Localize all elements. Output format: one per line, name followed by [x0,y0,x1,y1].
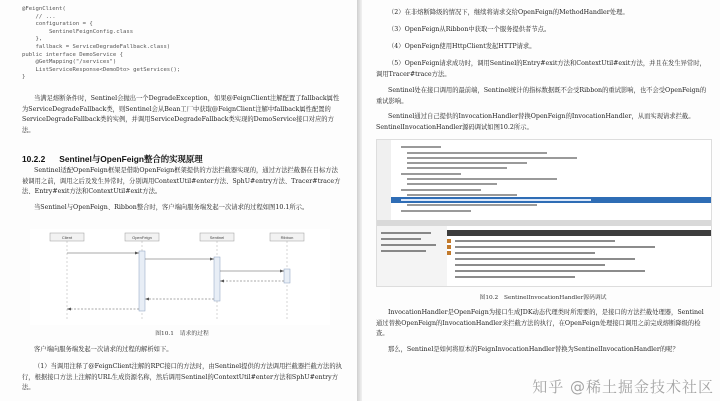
lane-label-ribbon: Ribbon [280,235,294,240]
code-block [22,6,344,82]
code-line: } [22,74,26,81]
left-paragraph-1: 当满足熔断条件时，Sentinel会抛出一个DegradeException，如果@FeignClient注解配置了fallback属性为ServiceDegradeFallback类，则Sentinel会从Bean工厂中获取@FeignClient注解中fallback属性配置的ServiceDegradeFallback类的实例，并调用ServiceDegradeFallback类实现的DemoService接口对应的方法。 [22,95,340,134]
sequence-diagram-svg [30,229,330,325]
right-paragraph-4: （5）OpenFeign请求成功时，调用Sentinel的Entry#exit方法和ContextUtil#exit方法，并且在发生异常时，调用Tracer#trace方法。 [376,60,706,78]
code-line: // ... [22,13,56,20]
debugger-toolbar [377,220,711,226]
left-figure-caption: 图10.1 请求的过程 [155,331,209,337]
activation-ribbon [284,269,290,283]
code-line: @GetMapping("/services") [22,59,117,66]
activation-sentinel [214,257,220,301]
code-line: SentinelFeignConfig.class [22,28,134,35]
arrowhead-3 [280,270,284,273]
left-page [0,0,357,401]
arrowhead-1 [135,252,139,255]
right-paragraph-8: 那么，Sentinel是如何将原本的FeignInvocationHandler替换为SentinelInvocationHandler的呢？ [388,346,679,353]
sequence-diagram [30,229,330,325]
right-paragraph-5: Sentinel处在接口调用的最前端，Sentinel统计的指标数据既不会受Ribbon的重试影响，也不会受OpenFeign的重试影响。 [376,87,707,105]
left-paragraph-4: 客户端向服务端发起一次请求的过程的解析如下。 [34,346,173,353]
left-paragraph-2: Sentinel适配OpenFeign框架是借助OpenFeign框架提供的方法拦截器实现的，通过方法拦截器在目标方法被调用之前，调用之后及发生异常时，分别调用ContextUtil#enter方法、SphU#entry方法、Tracer#trace方法、Entry#exit方法和ContextUtil#exit方法。 [22,167,341,196]
editor-gutter [377,140,391,220]
left-paragraph-3: 当Sentinel与OpenFeign、Ribbon整合时，客户端向服务端发起一次请求的过程如图10.1所示。 [34,204,309,211]
right-paragraph-3: （4）OpenFeign使用HttpClient发起HTTP请求。 [388,43,536,50]
arrowhead-5 [145,298,149,301]
watermark: 知乎 @稀土掘金技术社区 [532,378,714,396]
right-page [362,0,720,401]
right-paragraph-2: （3）OpenFeign从Ribbon中获取一个服务提供者节点。 [388,26,551,33]
right-figure-caption: 图10.2 SentinelInvocationHandler源码调试 [479,295,607,301]
lane-label-client: Client [61,235,73,240]
selected-variable-row [447,230,711,236]
debugger-screenshot [376,139,712,287]
code-line: fallback = ServiceDegradeFallback.class) [22,43,171,50]
code-line: @FeignClient( [22,6,66,12]
code-line: configuration = { [22,21,93,28]
right-paragraph-7: InvocationHandler是OpenFeign为接口生成JDK动态代理类时所需要的，是接口的方法拦截处理器，Sentinel通过替换OpenFeign的InvocationHandler来拦截方法的执行，在OpenFeign处理接口调用之前完成熔断降级的检查。 [376,309,704,338]
code-line: ListServiceResponse<DemoDto> getServices(); [22,66,181,73]
right-paragraph-1: （2）在非熔断降级的情况下，继续将请求交给OpenFeign的MethodHandler处理。 [388,9,629,16]
left-paragraph-5: （1）当调用注释了@FeignClient注解的RPC接口的方法时，由Sentinel提供的方法调用拦截器拦截方法的执行，根据接口方法上注解的URL生成资源名称，然后调用Sentinel的ContextUtil#enter方法和SphU#entry方法。 [22,363,342,392]
code-line: }, [22,36,43,43]
section-title: Sentinel与OpenFeign整合的实现原理 [59,154,203,164]
right-paragraph-6: Sentinel通过自己提供的InvocationHandler替换OpenFeign的InvocationHandler，从而实现请求拦截。SentinelInvocationHandler源码调试如图10.2所示。 [376,113,695,131]
section-number: 10.2.2 [22,154,46,164]
arrowhead-6 [67,308,71,311]
arrowhead-4 [220,280,224,283]
activation-openfeign [139,251,145,311]
arrowhead-2 [210,258,214,261]
lane-label-openfeign: OpenFeign [132,235,152,240]
lane-label-sentinel: Sentinel [209,235,225,240]
frames-pane [377,226,447,286]
code-line: public interface DemoService { [22,51,124,58]
debugger-screenshot-svg [377,140,711,286]
section-heading [22,153,203,165]
